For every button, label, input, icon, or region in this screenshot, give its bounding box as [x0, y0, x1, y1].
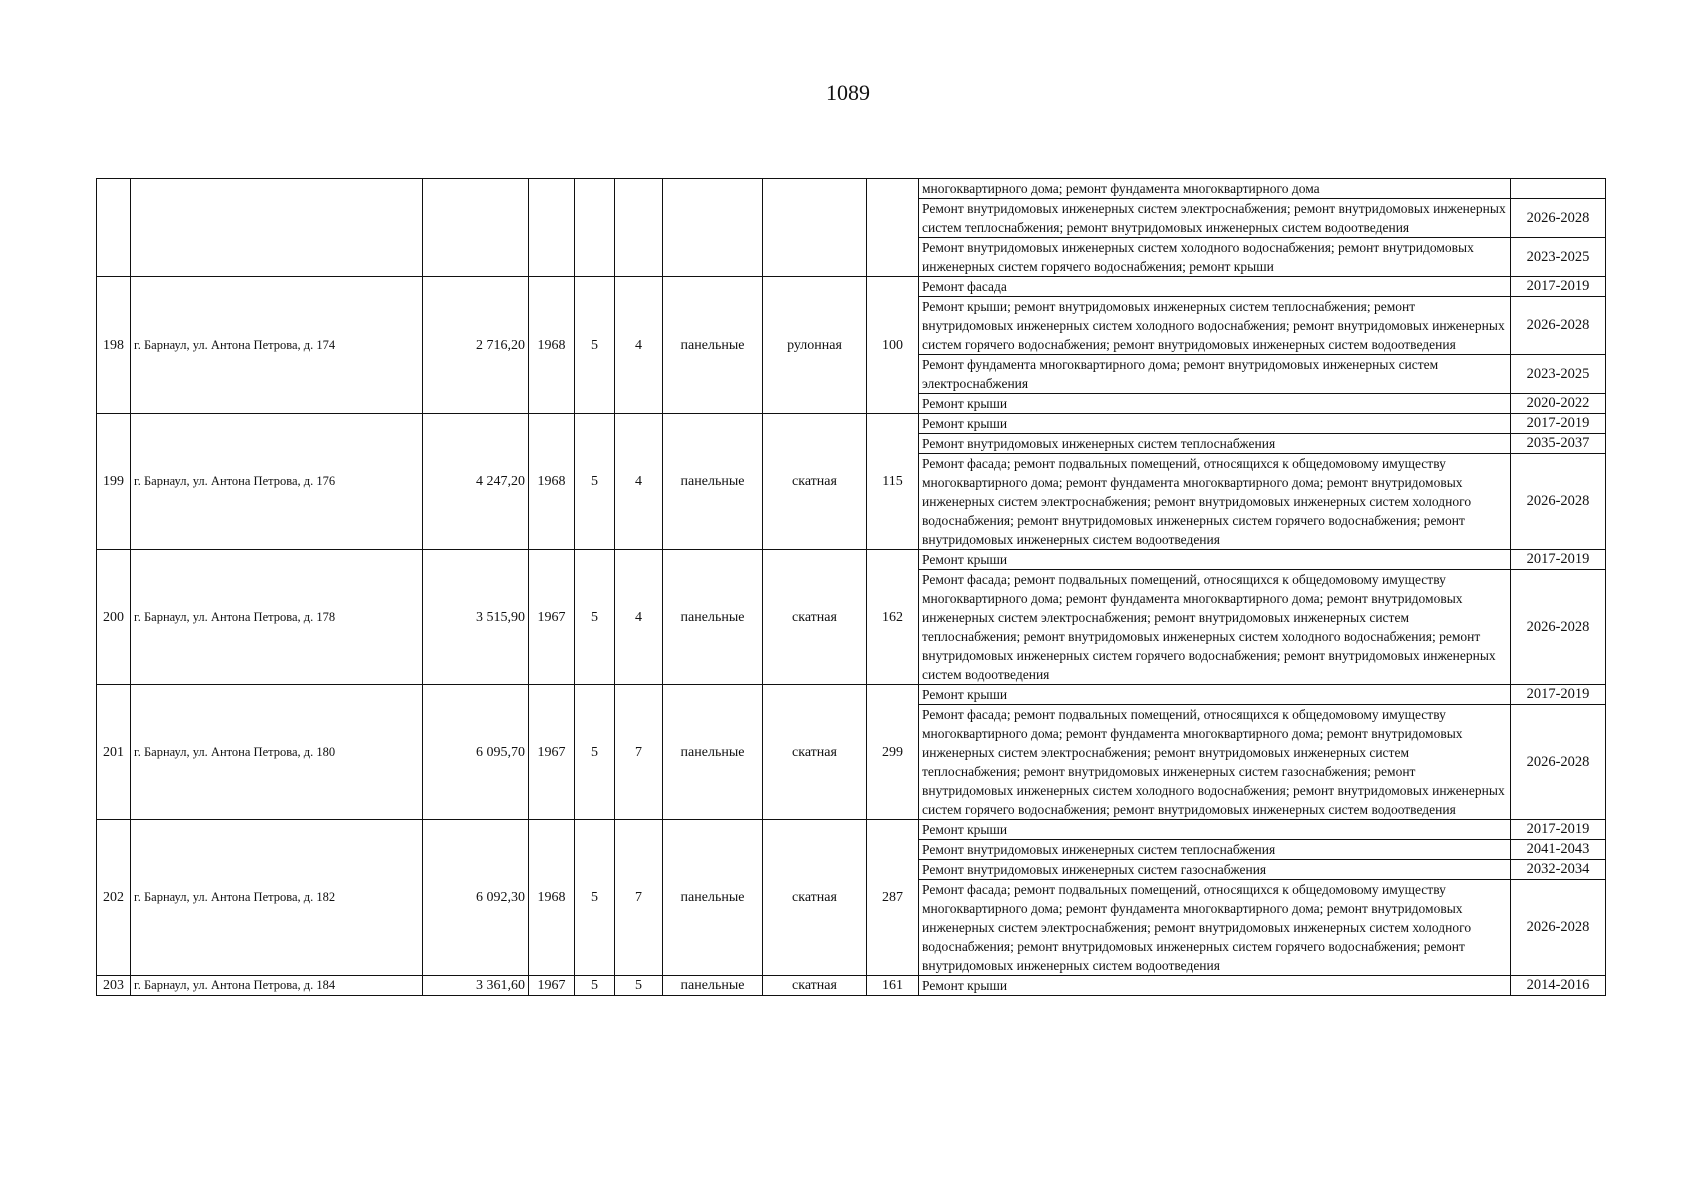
work-description: многоквартирного дома; ремонт фундамента многоквартирного дома — [919, 179, 1511, 199]
house-address: г. Барнаул, ул. Антона Петрова, д. 180 — [131, 685, 423, 820]
work-description: Ремонт крыши — [919, 394, 1511, 414]
house-walls — [663, 179, 763, 277]
work-description: Ремонт внутридомовых инженерных систем теплоснабжения — [919, 840, 1511, 860]
table-row — [97, 820, 1606, 840]
house-number: 201 — [97, 685, 131, 820]
work-period: 2023-2025 — [1511, 355, 1606, 394]
house-year: 1968 — [529, 820, 575, 976]
house-floors: 5 — [575, 550, 615, 685]
work-description: Ремонт крыши — [919, 685, 1511, 705]
house-address: г. Барнаул, ул. Антона Петрова, д. 176 — [131, 414, 423, 550]
repair-plan-table — [96, 178, 1606, 996]
house-residents: 161 — [867, 976, 919, 996]
house-residents — [867, 179, 919, 277]
house-roof: рулонная — [763, 277, 867, 414]
table-row — [97, 685, 1606, 705]
house-area — [423, 179, 529, 277]
house-walls: панельные — [663, 414, 763, 550]
work-period: 2026-2028 — [1511, 454, 1606, 550]
house-roof: скатная — [763, 820, 867, 976]
house-number: 199 — [97, 414, 131, 550]
work-description: Ремонт крыши — [919, 820, 1511, 840]
house-address: г. Барнаул, ул. Антона Петрова, д. 178 — [131, 550, 423, 685]
work-period — [1511, 179, 1606, 199]
house-entrances: 4 — [615, 550, 663, 685]
house-walls: панельные — [663, 820, 763, 976]
work-description: Ремонт крыши — [919, 414, 1511, 434]
house-address: г. Барнаул, ул. Антона Петрова, д. 182 — [131, 820, 423, 976]
work-description: Ремонт фундамента многоквартирного дома; ремонт внутридомовых инженерных систем электроснабжения — [919, 355, 1511, 394]
work-description: Ремонт фасада — [919, 277, 1511, 297]
house-roof: скатная — [763, 550, 867, 685]
work-description: Ремонт крыши; ремонт внутридомовых инженерных систем теплоснабжения; ремонт внутридомовых инженерных систем холодного водоснабжения; ремонт внутридомовых инженерных систем горячего водоснабжения; ремонт внутридомовых инженерных систем водоотведения — [919, 297, 1511, 355]
house-year: 1967 — [529, 685, 575, 820]
house-entrances: 4 — [615, 414, 663, 550]
house-number: 202 — [97, 820, 131, 976]
house-roof: скатная — [763, 414, 867, 550]
house-floors: 5 — [575, 976, 615, 996]
work-period: 2020-2022 — [1511, 394, 1606, 414]
house-number — [97, 179, 131, 277]
work-period: 2026-2028 — [1511, 199, 1606, 238]
work-description: Ремонт фасада; ремонт подвальных помещений, относящихся к общедомовому имуществу многоквартирного дома; ремонт фундамента многоквартирного дома; ремонт внутридомовых инженерных систем электроснабжения; ремонт внутридомовых инженерных систем холодного водоснабжения; ремонт внутридомовых инженерных систем горячего водоснабжения; ремонт внутридомовых инженерных систем водоотведения — [919, 454, 1511, 550]
work-description: Ремонт крыши — [919, 976, 1511, 996]
work-description: Ремонт внутридомовых инженерных систем электроснабжения; ремонт внутридомовых инженерных систем теплоснабжения; ремонт внутридомовых инженерных систем водоотведения — [919, 199, 1511, 238]
work-description: Ремонт внутридомовых инженерных систем теплоснабжения — [919, 434, 1511, 454]
work-period: 2017-2019 — [1511, 277, 1606, 297]
work-period: 2041-2043 — [1511, 840, 1606, 860]
house-year: 1968 — [529, 414, 575, 550]
work-description: Ремонт внутридомовых инженерных систем газоснабжения — [919, 860, 1511, 880]
work-period: 2017-2019 — [1511, 685, 1606, 705]
work-description: Ремонт внутридомовых инженерных систем холодного водоснабжения; ремонт внутридомовых инженерных систем горячего водоснабжения; ремонт крыши — [919, 238, 1511, 277]
work-period: 2017-2019 — [1511, 820, 1606, 840]
work-period: 2023-2025 — [1511, 238, 1606, 277]
house-walls: панельные — [663, 277, 763, 414]
house-floors: 5 — [575, 414, 615, 550]
work-period: 2026-2028 — [1511, 297, 1606, 355]
work-period: 2026-2028 — [1511, 880, 1606, 976]
house-entrances: 5 — [615, 976, 663, 996]
house-area: 6 095,70 — [423, 685, 529, 820]
house-entrances: 7 — [615, 820, 663, 976]
house-residents: 162 — [867, 550, 919, 685]
house-roof: скатная — [763, 685, 867, 820]
house-year: 1967 — [529, 976, 575, 996]
work-period: 2017-2019 — [1511, 414, 1606, 434]
house-residents: 299 — [867, 685, 919, 820]
house-roof — [763, 179, 867, 277]
work-period: 2035-2037 — [1511, 434, 1606, 454]
table-row — [97, 976, 1606, 996]
work-period: 2014-2016 — [1511, 976, 1606, 996]
work-period: 2017-2019 — [1511, 550, 1606, 570]
house-entrances: 7 — [615, 685, 663, 820]
work-description: Ремонт фасада; ремонт подвальных помещений, относящихся к общедомовому имуществу многоквартирного дома; ремонт фундамента многоквартирного дома; ремонт внутридомовых инженерных систем электроснабжения; ремонт внутридомовых инженерных систем теплоснабжения; ремонт внутридомовых инженерных систем газоснабжения; ремонт внутридомовых инженерных систем холодного водоснабжения; ремонт внутридомовых инженерных систем горячего водоснабжения; ремонт внутридомовых инженерных систем водоотведения — [919, 705, 1511, 820]
house-number: 203 — [97, 976, 131, 996]
house-address — [131, 179, 423, 277]
house-area: 4 247,20 — [423, 414, 529, 550]
house-address: г. Барнаул, ул. Антона Петрова, д. 184 — [131, 976, 423, 996]
house-floors: 5 — [575, 685, 615, 820]
house-area: 3 361,60 — [423, 976, 529, 996]
page-number: 1089 — [826, 80, 870, 105]
work-period: 2026-2028 — [1511, 570, 1606, 685]
house-walls: панельные — [663, 976, 763, 996]
house-number: 200 — [97, 550, 131, 685]
work-description: Ремонт крыши — [919, 550, 1511, 570]
house-area: 6 092,30 — [423, 820, 529, 976]
house-number: 198 — [97, 277, 131, 414]
house-residents: 115 — [867, 414, 919, 550]
table-row — [97, 550, 1606, 570]
house-year: 1968 — [529, 277, 575, 414]
house-residents: 287 — [867, 820, 919, 976]
work-description: Ремонт фасада; ремонт подвальных помещений, относящихся к общедомовому имуществу многоквартирного дома; ремонт фундамента многоквартирного дома; ремонт внутридомовых инженерных систем электроснабжения; ремонт внутридомовых инженерных систем холодного водоснабжения; ремонт внутридомовых инженерных систем горячего водоснабжения; ремонт внутридомовых инженерных систем водоотведения — [919, 880, 1511, 976]
house-year — [529, 179, 575, 277]
house-roof: скатная — [763, 976, 867, 996]
house-walls: панельные — [663, 685, 763, 820]
house-area: 2 716,20 — [423, 277, 529, 414]
house-walls: панельные — [663, 550, 763, 685]
table-row — [97, 277, 1606, 297]
work-period: 2032-2034 — [1511, 860, 1606, 880]
table-body — [97, 179, 1606, 996]
table-row — [97, 179, 1606, 199]
house-residents: 100 — [867, 277, 919, 414]
house-floors: 5 — [575, 820, 615, 976]
table-row — [97, 414, 1606, 434]
house-floors: 5 — [575, 277, 615, 414]
house-floors — [575, 179, 615, 277]
house-address: г. Барнаул, ул. Антона Петрова, д. 174 — [131, 277, 423, 414]
house-area: 3 515,90 — [423, 550, 529, 685]
work-period: 2026-2028 — [1511, 705, 1606, 820]
house-year: 1967 — [529, 550, 575, 685]
house-entrances — [615, 179, 663, 277]
house-entrances: 4 — [615, 277, 663, 414]
work-description: Ремонт фасада; ремонт подвальных помещений, относящихся к общедомовому имуществу многоквартирного дома; ремонт фундамента многоквартирного дома; ремонт внутридомовых инженерных систем электроснабжения; ремонт внутридомовых инженерных систем теплоснабжения; ремонт внутридомовых инженерных систем холодного водоснабжения; ремонт внутридомовых инженерных систем горячего водоснабжения; ремонт внутридомовых инженерных систем водоотведения — [919, 570, 1511, 685]
